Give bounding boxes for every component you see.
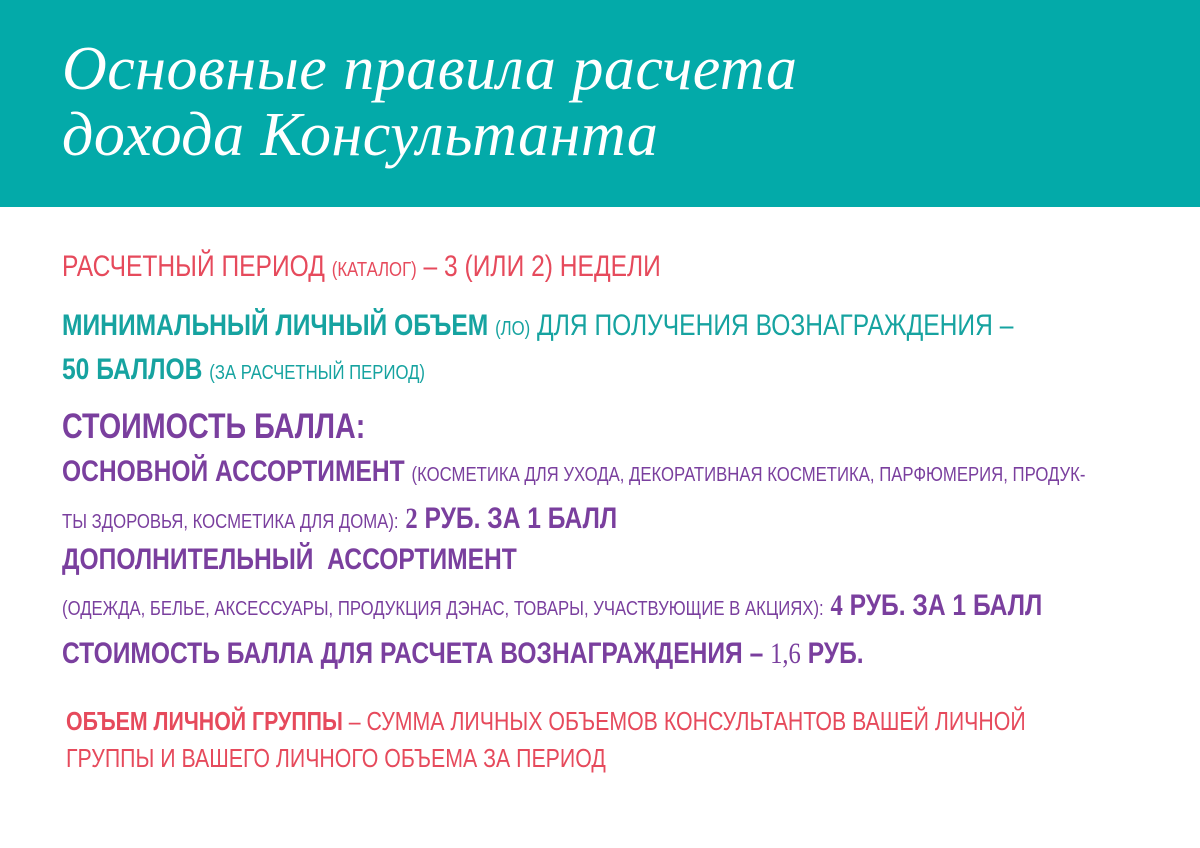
main-assortment-label: ОСНОВНОЙ АССОРТИМЕНТ [62,455,405,488]
main-assortment-desc: (КОСМЕТИКА ДЛЯ УХОДА, ДЕКОРАТИВНАЯ КОСМЕТИКА, ПАРФЮМЕРИЯ, ПРОДУК- [411,464,1086,486]
extra-price-number: 4 [830,589,843,622]
period-paren: (КАТАЛОГ) [331,259,417,281]
group-volume-line-2: ГРУППЫ И ВАШЕГО ЛИЧНОГО ОБЪЕМА ЗА ПЕРИОД [66,743,606,773]
min-volume-paren: (ЛО) [495,318,531,340]
group-volume-rest: – СУММА ЛИЧНЫХ ОБЪЕМОВ КОНСУЛЬТАНТОВ ВАШЕЙ ЛИЧНОЙ [342,706,1026,736]
min-volume-label: МИНИМАЛЬНЫЙ ЛИЧНЫЙ ОБЪЕМ [62,309,489,342]
group-volume-label: ОБЪЕМ ЛИЧНОЙ ГРУППЫ [66,706,343,736]
min-volume-line [62,309,1013,343]
min-volume-value: 50 БАЛЛОВ [62,353,203,386]
period-line [62,250,661,284]
main-price-unit: РУБ. ЗА 1 БАЛЛ [424,502,618,535]
min-volume-note: (ЗА РАСЧЕТНЫЙ ПЕРИОД) [209,362,426,384]
extra-assortment-price-line [62,589,1042,623]
point-cost-heading: СТОИМОСТЬ БАЛЛА: [62,407,366,446]
main-assortment-desc-cont: ТЫ ЗДОРОВЬЯ, КОСМЕТИКА ДЛЯ ДОМА): [62,511,399,533]
main-price-number: 2 [405,502,418,535]
title-line-1: Основные правила расчета [62,35,798,103]
title-line-2: дохода Консультанта [62,101,659,169]
extra-assortment-label: ДОПОЛНИТЕЛЬНЫЙ АССОРТИМЕНТ [62,543,517,576]
min-volume-value-line [62,353,425,387]
period-label: РАСЧЕТНЫЙ ПЕРИОД [62,250,325,283]
main-assortment-line [62,455,1085,489]
page-title [62,36,797,168]
main-assortment-price-line [62,502,617,536]
reward-cost-number: 1,6 [770,637,801,670]
reward-cost-label: СТОИМОСТЬ БАЛЛА ДЛЯ РАСЧЕТА ВОЗНАГРАЖДЕНИЯ – [62,637,764,670]
group-volume-line [66,706,1026,737]
header-banner [0,0,1200,207]
reward-cost-unit: РУБ. [807,637,864,670]
period-value: – 3 (ИЛИ 2) НЕДЕЛИ [416,250,661,283]
extra-assortment-desc: (ОДЕЖДА, БЕЛЬЕ, АКСЕССУАРЫ, ПРОДУКЦИЯ ДЭНАС, ТОВАРЫ, УЧАСТВУЮЩИЕ В АКЦИЯХ): [62,598,824,620]
min-volume-rest: ДЛЯ ПОЛУЧЕНИЯ ВОЗНАГРАЖДЕНИЯ – [530,309,1014,342]
extra-price-unit: РУБ. ЗА 1 БАЛЛ [849,589,1043,622]
reward-cost-line [62,637,864,671]
